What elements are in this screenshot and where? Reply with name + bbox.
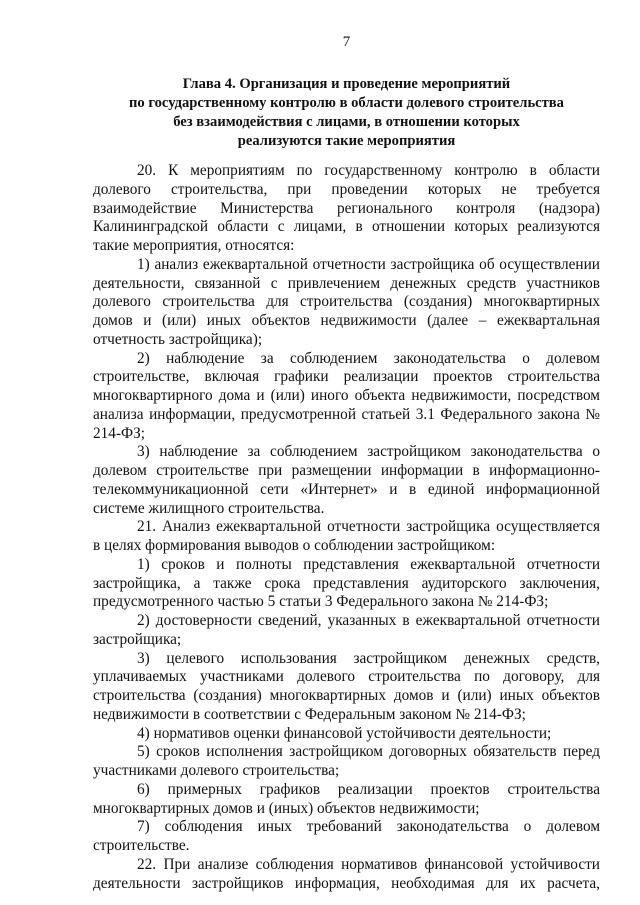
document-body — [93, 162, 600, 893]
paragraph-21-item-4: 4) нормативов оценки финансовой устойчивости деятельности; — [137, 724, 552, 742]
paragraph-20-item-1: 1) анализ ежеквартальной отчетности застройщика об осуществлении деятельности, связанной с привлечением денежных средств участников долевого строительства для строительства (создания) многоквартирных домов и (или) иных объектов недвижимости (далее – ежеквартальная отчетность застройщика); — [93, 255, 600, 348]
paragraph-21: 21. Анализ ежеквартальной отчетности застройщика осуществляется в целях формирования выводов о соблюдении застройщиком: — [93, 518, 600, 554]
paragraph-22: 22. При анализе соблюдения нормативов финансовой устойчивости деятельности застройщиков информация, необходимая для их расчета, — [93, 855, 600, 892]
paragraph-21-item-5: 5) сроков исполнения застройщиком договорных обязательств перед участниками долевого строительства; — [93, 743, 600, 779]
paragraph-21-item-6: 6) примерных графиков реализации проектов строительства многоквартирных домов и (иных) объектов недвижимости; — [93, 780, 600, 817]
heading-line-3: без взаимодействия с лицами, в отношении которых — [173, 114, 520, 130]
heading-line-4: реализуются такие мероприятия — [237, 133, 456, 149]
chapter-heading — [93, 75, 600, 151]
paragraph-20: 20. К мероприятиям по государственному контролю в области долевого строительства, при проведении которых не требуется взаимодействие Министерства регионального контроля (надзора) Калининградской области с лицами, в отношении которых реализуются такие мероприятия, относятся: — [93, 162, 600, 254]
paragraph-21-item-3: 3) целевого использования застройщиком денежных средств, уплачиваемых участниками долевого строительства по договору, для строительства (создания) многоквартирных домов и (или) иных объектов недвижимости в соответствии с Федеральным законом № 214-ФЗ; — [93, 649, 600, 723]
heading-line-1: Глава 4. Организация и проведение мероприятий — [182, 76, 511, 92]
paragraph-20-item-3: 3) наблюдение за соблюдением застройщиком законодательства о долевом строительстве при размещении информации в информационно-телекоммуникационной сети «Интернет» и в единой информационной системе жилищного строительства. — [93, 443, 600, 517]
paragraph-20-item-2: 2) наблюдение за соблюдением законодательства о долевом строительстве, включая графики реализации проектов строительства многоквартирного дома и (или) иного объекта недвижимости, посредством анализа информации, предусмотренной статьей 3.1 Федерального закона № 214-ФЗ; — [93, 349, 600, 442]
paragraph-21-item-2: 2) достоверности сведений, указанных в ежеквартальной отчетности застройщика; — [93, 612, 600, 648]
page-number: 7 — [342, 34, 351, 50]
heading-line-2: по государственному контролю в области долевого строительства — [129, 95, 564, 111]
paragraph-21-item-7: 7) соблюдения иных требований законодательства о долевом строительстве. — [93, 818, 600, 854]
paragraph-21-item-1: 1) сроков и полноты представления ежеквартальной отчетности застройщика, а также срока представления аудиторского заключения, предусмотренного частью 5 статьи 3 Федерального закона № 214-ФЗ; — [93, 555, 600, 611]
